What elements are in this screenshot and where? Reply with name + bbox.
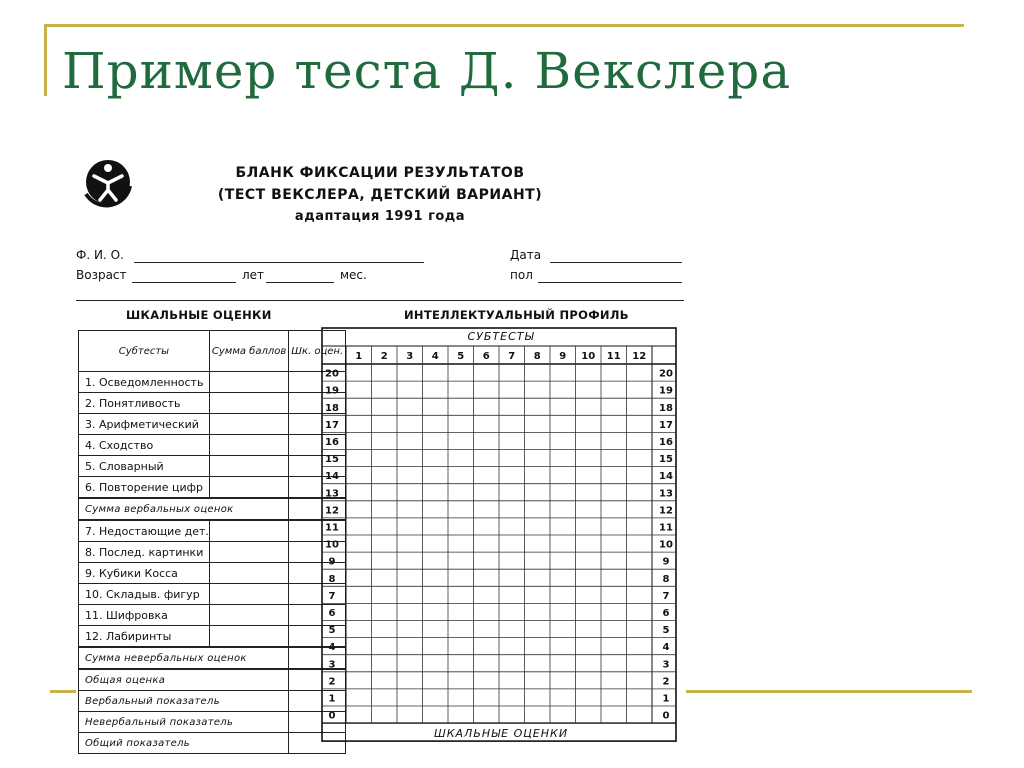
sex-label: пол	[510, 268, 533, 282]
table-row	[79, 520, 346, 542]
sum-cell[interactable]	[209, 584, 288, 605]
intellectual-profile-grid	[320, 326, 682, 746]
profile-column-header: 5	[457, 351, 465, 362]
subtest-label: 11. Шифровка	[79, 605, 210, 626]
slide-title: Пример теста Д. Векслера	[62, 42, 792, 100]
profile-row-label-left: 4	[328, 642, 336, 654]
table-row	[79, 605, 346, 626]
scale-scores-bottom-label: ШКАЛЬНЫЕ ОЦЕНКИ	[433, 727, 569, 741]
subtest-label: 9. Кубики Косса	[79, 563, 210, 584]
table-row	[79, 414, 346, 435]
scale-scores-table	[78, 330, 346, 754]
table-row	[79, 584, 346, 605]
profile-row-label-right: 9	[662, 556, 670, 568]
profile-row-label-right: 10	[659, 539, 673, 551]
profile-row-label-left: 5	[328, 625, 336, 637]
years-label: лет	[242, 268, 265, 282]
person-in-circle-logo-icon	[78, 156, 150, 212]
subtest-label: 6. Повторение цифр	[79, 477, 210, 499]
profile-column-header: 10	[581, 351, 596, 362]
profile-row-label-left: 19	[325, 385, 339, 397]
slide-top-rule	[44, 24, 964, 27]
profile-row-label-right: 20	[659, 368, 673, 380]
profile-row-label-left: 6	[328, 607, 336, 619]
table-row	[79, 456, 346, 477]
profile-row-label-left: 2	[328, 676, 336, 688]
subtest-label: 3. Арифметический	[79, 414, 210, 435]
summary-row	[79, 691, 346, 712]
intellectual-profile-title: ИНТЕЛЛЕКТУАЛЬНЫЙ ПРОФИЛЬ	[404, 308, 629, 322]
profile-row-label-left: 10	[325, 539, 339, 551]
summary-row	[79, 712, 346, 733]
table-header-row	[79, 331, 346, 372]
profile-column-header: 6	[482, 351, 490, 362]
profile-row-label-right: 18	[659, 402, 673, 414]
form-divider	[76, 300, 684, 301]
subtest-label: 1. Осведомленность	[79, 372, 210, 393]
profile-row-label-right: 11	[659, 522, 673, 534]
profile-column-header: 3	[406, 351, 414, 362]
table-row	[79, 435, 346, 456]
summary-label: Невербальный показатель	[79, 712, 289, 733]
profile-row-label-right: 13	[659, 488, 673, 500]
subtest-label: 2. Понятливость	[79, 393, 210, 414]
sum-cell[interactable]	[209, 626, 288, 648]
date-label: Дата	[510, 248, 542, 262]
profile-column-header: 1	[355, 351, 363, 362]
table-row	[79, 372, 346, 393]
summary-label: Общий показатель	[79, 733, 289, 754]
scale-scores-title: ШКАЛЬНЫЕ ОЦЕНКИ	[126, 308, 272, 322]
profile-row-label-left: 16	[325, 436, 339, 448]
profile-column-header: 2	[380, 351, 388, 362]
profile-row-label-right: 6	[662, 607, 670, 619]
profile-row-label-right: 8	[662, 573, 670, 585]
table-row	[79, 542, 346, 563]
profile-row-label-right: 5	[662, 625, 670, 637]
table-row	[79, 477, 346, 499]
profile-column-header: 4	[431, 351, 439, 362]
form-header-subtitle: (ТЕСТ ВЕКСЛЕРА, ДЕТСКИЙ ВАРИАНТ)	[217, 187, 543, 203]
subtest-label: 4. Сходство	[79, 435, 210, 456]
summary-label: Вербальный показатель	[79, 691, 289, 712]
profile-row-label-left: 14	[325, 471, 339, 483]
nonverbal-sum-label: Сумма невербальных оценок	[79, 647, 289, 669]
profile-row-label-left: 8	[328, 573, 336, 585]
subtest-label: 10. Складыв. фигур	[79, 584, 210, 605]
profile-row-label-right: 4	[662, 642, 670, 654]
sum-cell[interactable]	[209, 563, 288, 584]
profile-column-header: 11	[606, 351, 621, 362]
sum-cell[interactable]	[209, 542, 288, 563]
date-field[interactable]	[550, 262, 682, 263]
sex-field[interactable]	[538, 282, 682, 283]
subtest-label: 8. Послед. картинки	[79, 542, 210, 563]
profile-row-label-right: 14	[659, 471, 673, 483]
subtests-label: СУБТЕСТЫ	[467, 330, 535, 343]
sum-cell[interactable]	[209, 520, 288, 542]
table-row	[79, 393, 346, 414]
table-row	[79, 563, 346, 584]
profile-row-label-left: 20	[325, 368, 339, 380]
profile-row-label-right: 16	[659, 436, 673, 448]
profile-row-label-left: 1	[328, 693, 336, 705]
subtest-label: 7. Недостающие дет.	[79, 520, 210, 542]
summary-row	[79, 669, 346, 691]
age-label: Возраст	[76, 268, 127, 282]
profile-column-header: 7	[508, 351, 516, 362]
summary-label: Общая оценка	[79, 669, 289, 691]
age-years-field[interactable]	[132, 282, 236, 283]
verbal-sum-row	[79, 498, 346, 520]
profile-row-label-right: 2	[662, 676, 670, 688]
results-form	[70, 150, 690, 750]
sum-cell[interactable]	[209, 414, 288, 435]
sum-cell[interactable]	[209, 456, 288, 477]
sum-cell[interactable]	[209, 477, 288, 499]
profile-row-label-right: 7	[662, 590, 670, 602]
profile-row-label-left: 3	[328, 659, 336, 671]
age-months-field[interactable]	[266, 282, 334, 283]
form-header	[200, 162, 560, 228]
slide-left-rule	[44, 24, 47, 96]
profile-row-label-right: 17	[659, 419, 673, 431]
months-label: мес.	[340, 268, 367, 282]
nonverbal-sum-row	[79, 647, 346, 669]
profile-row-label-left: 17	[325, 419, 339, 431]
sum-cell[interactable]	[209, 605, 288, 626]
profile-row-label-left: 7	[328, 590, 336, 602]
profile-row-label-left: 13	[325, 488, 339, 500]
profile-row-label-left: 15	[325, 454, 339, 466]
profile-row-label-left: 12	[325, 505, 339, 517]
profile-row-label-right: 12	[659, 505, 673, 517]
profile-row-label-left: 9	[328, 556, 336, 568]
fio-label: Ф. И. О.	[76, 248, 124, 262]
verbal-sum-label: Сумма вербальных оценок	[79, 498, 289, 520]
table-row	[79, 626, 346, 648]
subtest-label: 5. Словарный	[79, 456, 210, 477]
profile-row-label-right: 19	[659, 385, 673, 397]
form-header-title: БЛАНК ФИКСАЦИИ РЕЗУЛЬТАТОВ	[235, 165, 525, 181]
col-sum-header: Сумма баллов	[209, 331, 288, 372]
fio-field[interactable]	[134, 262, 424, 263]
slide-bottom-rule-right	[686, 690, 972, 693]
profile-row-label-right: 0	[662, 710, 670, 722]
form-header-adaptation: адаптация 1991 года	[294, 209, 466, 224]
profile-row-label-left: 0	[328, 710, 336, 722]
subtest-label: 12. Лабиринты	[79, 626, 210, 648]
profile-row-label-right: 1	[662, 693, 670, 705]
col-scale-header: Шк. оцен.	[289, 331, 346, 372]
summary-row	[79, 733, 346, 754]
sum-cell[interactable]	[209, 372, 288, 393]
profile-column-header: 12	[632, 351, 647, 362]
profile-row-label-left: 18	[325, 402, 339, 414]
profile-row-label-right: 15	[659, 454, 673, 466]
profile-column-header: 8	[533, 351, 541, 362]
profile-row-label-right: 3	[662, 659, 670, 671]
col-subtests-header: Субтесты	[79, 331, 210, 372]
sum-cell[interactable]	[209, 393, 288, 414]
profile-column-header: 9	[559, 351, 567, 362]
profile-row-label-left: 11	[325, 522, 339, 534]
sum-cell[interactable]	[209, 435, 288, 456]
